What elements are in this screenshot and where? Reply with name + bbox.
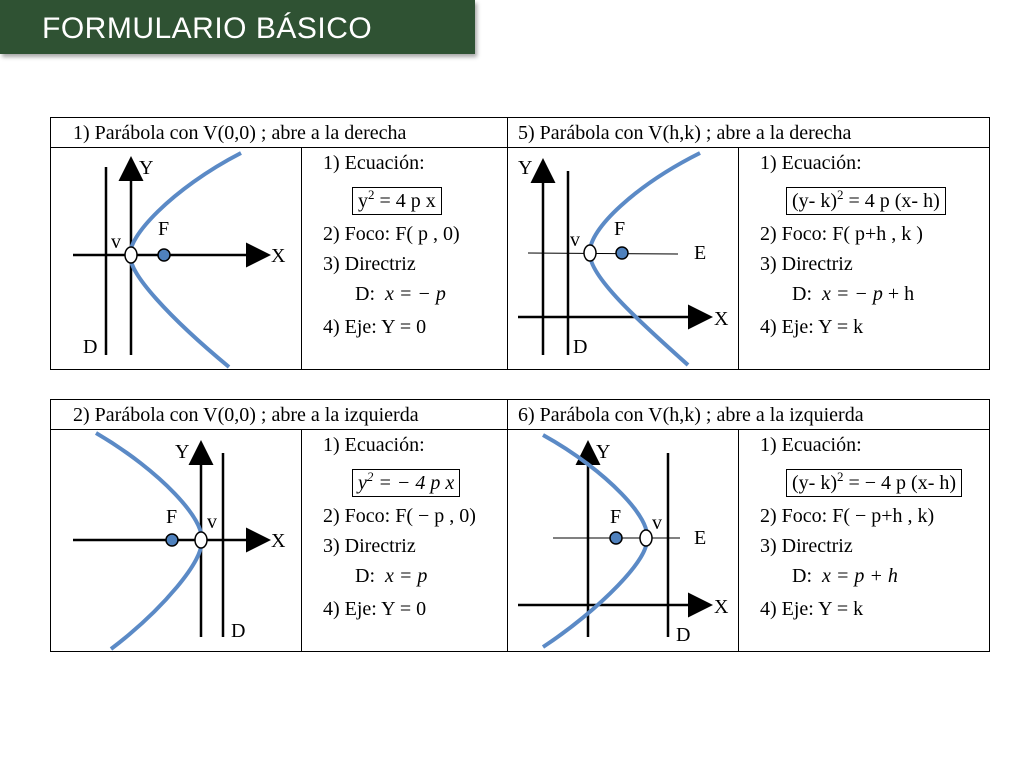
focus-point [610,532,622,544]
y-axis-label: Y [596,441,611,463]
focus-point [158,249,170,261]
equation-box: $y^2$ = − 4 p x [352,469,460,497]
divider [301,147,302,369]
case-6-graph [508,431,737,651]
ecuacion-label: 1) Ecuación: [760,434,862,456]
x-axis-label: X [714,596,729,618]
directrix-label: D [573,336,588,358]
directriz-equation: D: x = p + h [792,565,898,587]
case-1-formulas [303,149,506,369]
ecuacion-label: 1) Ecuación: [323,152,425,174]
foco-line: 2) Foco: F( − p , 0) [323,505,476,527]
y-axis-label: Y [175,441,190,463]
case-6-header: 6) Parábola con V(h,k) ; abre a la izquierda [518,404,864,426]
case-2-formulas [303,431,506,651]
divider [51,429,989,430]
ecuacion-label: 1) Ecuación: [323,434,425,456]
focus-point [166,534,178,546]
focus-label: F [158,218,170,240]
directriz-equation: D: x = p [355,565,428,587]
equation-box: (y- k)$^2$ = − 4 p (x- h) [786,469,962,497]
y-axis-label: Y [139,157,154,179]
vertex-label: v [111,231,121,253]
directriz-line: 3) Directriz [323,253,416,275]
focus-label: F [610,506,622,528]
parabola-curve [590,153,700,365]
axis-of-symmetry [528,253,678,254]
divider [51,147,989,148]
vertex-label: v [652,512,662,534]
eje-line: 4) Eje: Y = 0 [323,316,427,338]
parabola-curve [131,153,241,367]
directriz-line: 3) Directriz [323,535,416,557]
ecuacion-label: 1) Ecuación: [760,152,862,174]
focus-label: F [166,506,178,528]
title-banner [0,0,475,54]
vertex-point [195,532,207,548]
case-5-header: 5) Parábola con V(h,k) ; abre a la derecha [518,122,852,144]
equation-box: (y- k)$^2$ = 4 p (x- h) [786,187,946,215]
directrix-label: D [83,336,98,358]
divider [738,429,739,651]
case-6-formulas [740,431,988,651]
foco-line: 2) Foco: F( p , 0) [323,223,460,245]
divider [738,147,739,369]
axis-e-label: E [694,527,707,549]
vertex-point [584,245,596,261]
parabola-curve [543,435,647,647]
case-5-formulas [740,149,988,369]
page-title: FORMULARIO BÁSICO [42,12,373,45]
directriz-equation: D: x = − p + h [792,283,915,305]
foco-line: 2) Foco: F( p+h , k ) [760,223,923,245]
directrix-label: D [676,624,691,646]
x-axis-label: X [714,308,729,330]
directrix-label: D [231,620,246,642]
focus-label: F [614,218,626,240]
eje-line: 4) Eje: Y = k [760,316,864,338]
eje-line: 4) Eje: Y = k [760,598,864,620]
panel-bottom [50,399,990,652]
focus-point [616,247,628,259]
vertex-point [125,247,137,263]
case-1-header: 1) Parábola con V(0,0) ; abre a la derecha [73,122,407,144]
case-5-graph [508,149,737,369]
y-axis-label: Y [518,157,533,179]
x-axis-label: X [271,530,286,552]
directriz-line: 3) Directriz [760,535,853,557]
directriz-equation: D: x = − p [355,283,446,305]
equation-box: $y^2 = 4$ p x [352,187,442,215]
case-2-header: 2) Parábola con V(0,0) ; abre a la izquierda [73,404,419,426]
vertex-label: v [570,229,580,251]
panel-top [50,117,990,370]
vertex-label: v [207,511,217,533]
divider [301,429,302,651]
directriz-line: 3) Directriz [760,253,853,275]
foco-line: 2) Foco: F( − p+h , k) [760,505,935,527]
case-2-graph [51,431,301,651]
x-axis-label: X [271,245,286,267]
axis-e-label: E [694,242,707,264]
case-1-graph [51,149,301,369]
vertex-point [640,530,652,546]
eje-line: 4) Eje: Y = 0 [323,598,427,620]
